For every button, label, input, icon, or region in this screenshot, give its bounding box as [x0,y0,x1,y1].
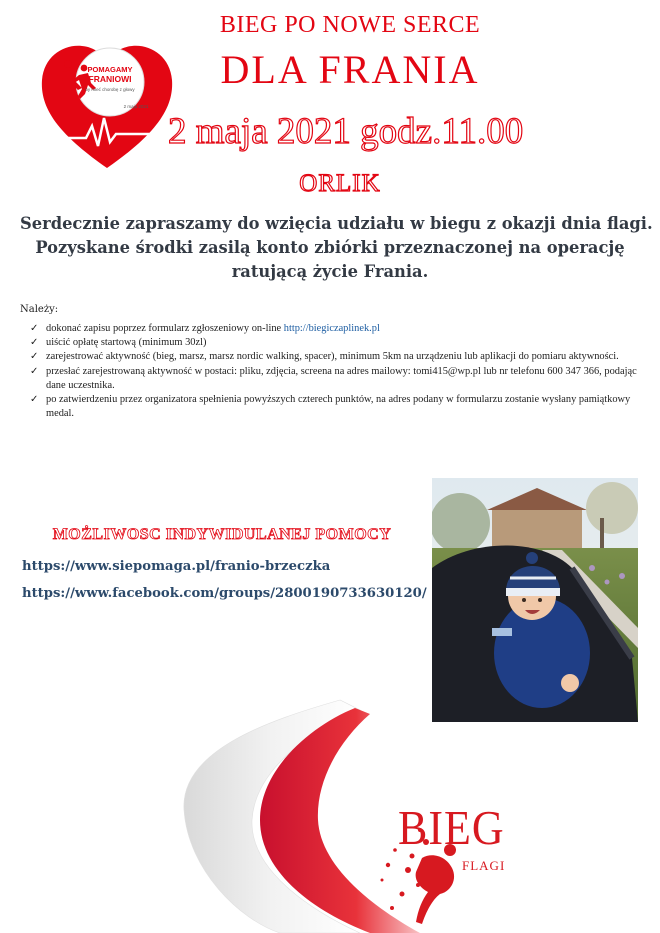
help-section-title: MOŻLIWOSC INDYWIDULANEJ POMOCY [52,526,392,543]
list-item [30,350,650,364]
requirement-text: przesłać zarejestrowaną aktywność w postaci: pliku, zdjęcia, screena na adres mailowy: tomi415@wp.pl lub nr telefonu 600 347 366, podając dane uczestnika. [46,365,637,391]
logo-date: 2 maja 2021 [123,104,149,109]
checkmark-icon: ✓ [30,323,39,334]
list-item [30,322,650,336]
intro-line: ratującą życie Frania. [231,262,429,281]
bieg-flagi-logo-main: BIEG [398,801,505,855]
checkmark-icon: ✓ [30,394,39,406]
event-venue: ORLIK [299,170,381,197]
list-item [30,365,650,393]
requirement-text: zarejestrować aktywność (bieg, marsz, marsz nordic walking, spacer), minimum 5km na urządzeniu lub aplikacji do pomiaru aktywności. [46,351,619,363]
checkmark-icon: ✓ [30,365,39,377]
requirements-list [30,322,650,421]
siepomaga-link[interactable]: https://www.siepomaga.pl/franio-brzeczka [22,559,331,574]
title-line-2: DLA FRANIA [220,47,480,92]
requirement-text: dokonać zapisu poprzez formularz zgłoszeniowy on-line [46,323,284,334]
intro-paragraph [20,212,653,284]
logo-line2: FRANIOWI [88,74,132,84]
requirements-label: Należy: [20,304,59,315]
intro-line: Pozyskane środki zasilą konto zbiórki przeznaczonej na operację [35,238,625,257]
logo-line1: POMAGAMY [87,65,133,74]
list-item [30,393,650,421]
bieg-flagi-logo-sub: FLAGI [462,858,506,873]
intro-line: Serdecznie zapraszamy do wzięcia udziału w biegu z okazji dnia flagi. [20,214,653,233]
logo-line3: by mieć chorobę z głowy [85,87,135,92]
requirement-text: po zatwierdzeniu przez organizatora spełnienia powyższych czterech punktów, na adres podany w formularzu zostanie wysłany pamiątkowy medal. [46,394,631,420]
facebook-group-link[interactable]: https://www.facebook.com/groups/2800190733630120/ [22,586,427,601]
checkmark-icon: ✓ [30,337,39,349]
requirement-text: uiścić opłatę startową (minimum 30zl) [46,337,207,349]
event-date-time: 2 maja 2021 godz.11.00 [168,111,524,152]
registration-link[interactable]: http://biegiczaplinek.pl [283,323,380,334]
list-item [30,336,650,350]
title-line-1: BIEG PO NOWE SERCE [219,12,481,38]
checkmark-icon: ✓ [30,351,39,363]
